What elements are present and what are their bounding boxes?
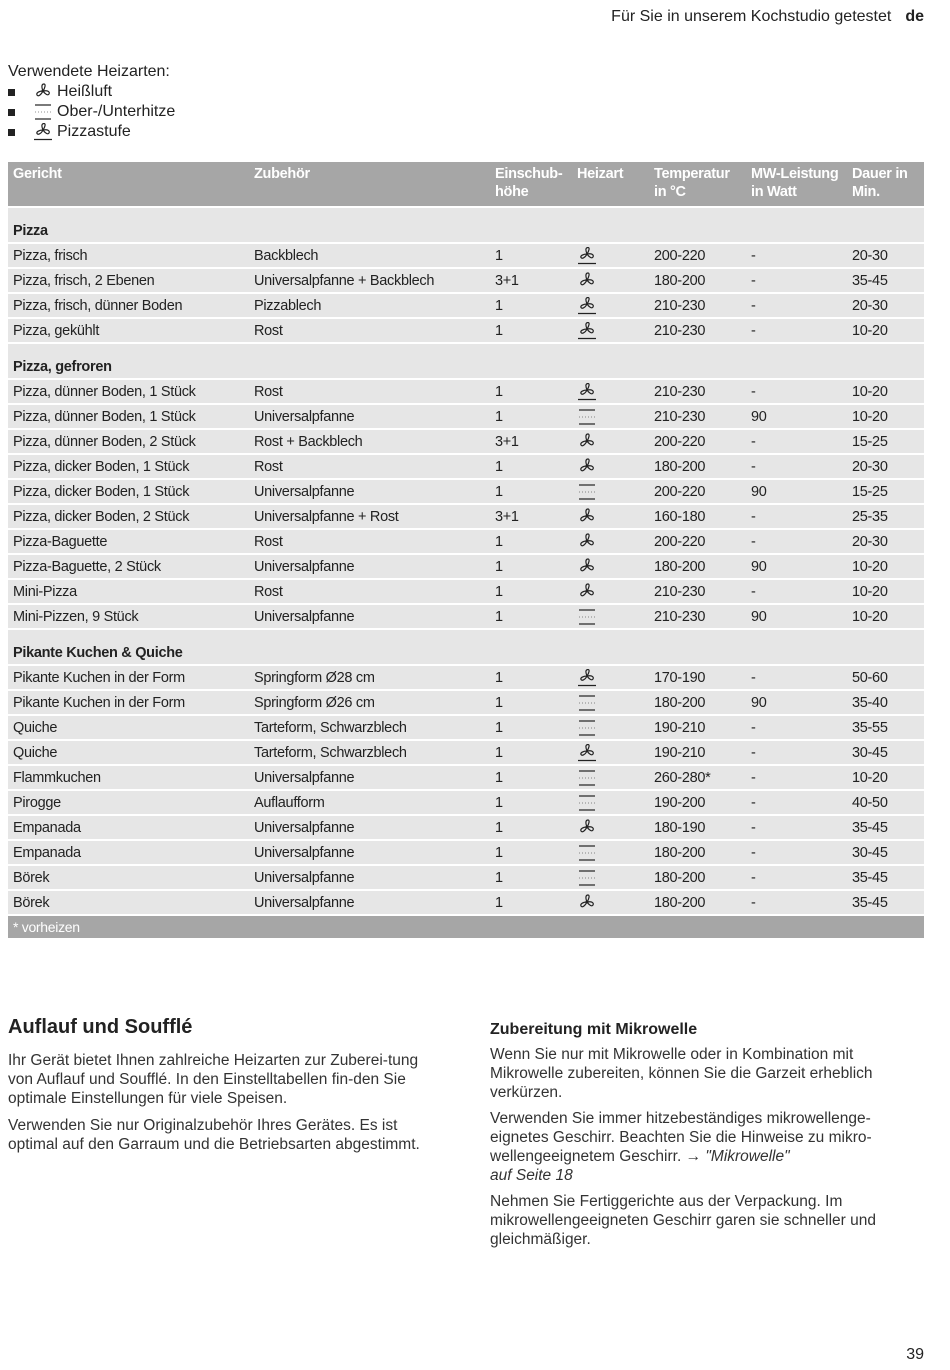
pizza-setting-icon <box>577 297 644 315</box>
mw-power-cell: 90 <box>746 554 847 579</box>
bullet-icon <box>8 109 15 116</box>
level-cell: 1 <box>490 579 572 604</box>
temperature-cell: 180-200 <box>649 865 746 890</box>
duration-cell: 10-20 <box>847 379 924 404</box>
level-cell: 1 <box>490 479 572 504</box>
top-bottom-heat-icon <box>33 103 57 121</box>
level-cell: 1 <box>490 293 572 318</box>
dish-cell: Pikante Kuchen in der Form <box>8 690 249 715</box>
heat-cell <box>572 790 649 815</box>
fan-icon <box>577 272 644 290</box>
dish-cell: Empanada <box>8 815 249 840</box>
mw-power-cell: - <box>746 890 847 915</box>
running-head <box>611 8 924 26</box>
table-row <box>8 404 924 429</box>
arrow-right-icon: → <box>685 1148 702 1165</box>
dish-cell: Mini-Pizzen, 9 Stück <box>8 604 249 629</box>
top-bottom-heat-icon <box>577 769 644 787</box>
table-row <box>8 268 924 293</box>
dish-cell: Pizza, dünner Boden, 2 Stück <box>8 429 249 454</box>
temperature-cell: 210-230 <box>649 293 746 318</box>
bullet-icon <box>8 129 15 136</box>
column-header <box>847 162 924 207</box>
dish-cell: Börek <box>8 890 249 915</box>
duration-cell: 10-20 <box>847 404 924 429</box>
dish-cell: Pizza, dicker Boden, 1 Stück <box>8 479 249 504</box>
fan-icon <box>577 583 644 601</box>
temperature-cell: 260-280* <box>649 765 746 790</box>
fan-icon <box>577 433 644 451</box>
level-cell: 1 <box>490 790 572 815</box>
settings-table <box>8 162 924 938</box>
mw-power-cell: 90 <box>746 479 847 504</box>
temperature-cell: 210-230 <box>649 404 746 429</box>
table-row <box>8 454 924 479</box>
dish-cell: Pizza, frisch, 2 Ebenen <box>8 268 249 293</box>
mikrowelle-paragraph-2 <box>490 1109 926 1185</box>
fan-icon <box>577 508 644 526</box>
accessory-cell: Rost <box>249 529 490 554</box>
temperature-cell: 180-200 <box>649 890 746 915</box>
table-row <box>8 479 924 504</box>
duration-cell: 10-20 <box>847 318 924 343</box>
temperature-cell: 200-220 <box>649 529 746 554</box>
accessory-cell: Rost <box>249 379 490 404</box>
table-row <box>8 765 924 790</box>
mw-power-cell: - <box>746 504 847 529</box>
mw-power-cell: - <box>746 429 847 454</box>
duration-cell: 10-20 <box>847 765 924 790</box>
dish-cell: Pizza, dünner Boden, 1 Stück <box>8 404 249 429</box>
pizza-setting-icon <box>577 669 644 687</box>
table-header-row <box>8 162 924 207</box>
heat-cell <box>572 429 649 454</box>
pizza-setting-icon <box>577 322 644 340</box>
mw-power-cell: - <box>746 815 847 840</box>
pizza-setting-icon <box>33 123 57 141</box>
heat-cell <box>572 554 649 579</box>
column-header <box>8 162 249 207</box>
duration-cell: 15-25 <box>847 479 924 504</box>
column-header-line: Gericht <box>13 166 62 182</box>
heat-cell <box>572 504 649 529</box>
duration-cell: 10-20 <box>847 554 924 579</box>
temperature-cell: 200-220 <box>649 429 746 454</box>
heating-mode-label: Ober-/Unterhitze <box>57 103 176 120</box>
mw-power-cell: - <box>746 379 847 404</box>
level-cell: 3+1 <box>490 268 572 293</box>
mw-power-cell: - <box>746 790 847 815</box>
accessory-cell: Springform Ø26 cm <box>249 690 490 715</box>
language-tag: de <box>905 8 924 25</box>
dish-cell: Pizza, dicker Boden, 1 Stück <box>8 454 249 479</box>
dish-cell: Börek <box>8 865 249 890</box>
heat-cell <box>572 840 649 865</box>
mw-power-cell: 90 <box>746 690 847 715</box>
duration-cell: 50-60 <box>847 665 924 690</box>
level-cell: 1 <box>490 379 572 404</box>
column-header <box>649 162 746 207</box>
level-cell: 1 <box>490 740 572 765</box>
table-group-row <box>8 629 924 665</box>
accessory-cell: Universalpfanne <box>249 554 490 579</box>
duration-cell: 20-30 <box>847 454 924 479</box>
dish-cell: Pizza, dünner Boden, 1 Stück <box>8 379 249 404</box>
level-cell: 1 <box>490 865 572 890</box>
pizza-setting-icon <box>577 247 644 265</box>
mw-power-cell: - <box>746 840 847 865</box>
duration-cell: 35-45 <box>847 890 924 915</box>
level-cell: 1 <box>490 890 572 915</box>
heating-modes-list <box>8 82 175 142</box>
table-row <box>8 429 924 454</box>
heat-cell <box>572 740 649 765</box>
pizza-setting-icon <box>577 744 644 762</box>
column-header-line: in Watt <box>751 184 797 200</box>
accessory-cell: Universalpfanne <box>249 479 490 504</box>
column-header <box>572 162 649 207</box>
dish-cell: Pirogge <box>8 790 249 815</box>
heat-cell <box>572 690 649 715</box>
column-header-line: MW-Leistung <box>751 166 839 182</box>
accessory-cell: Backblech <box>249 243 490 268</box>
fan-icon <box>577 533 644 551</box>
level-cell: 3+1 <box>490 429 572 454</box>
mw-power-cell: - <box>746 865 847 890</box>
dish-cell: Pizza-Baguette <box>8 529 249 554</box>
heating-mode-item <box>8 82 175 102</box>
dish-cell: Empanada <box>8 840 249 865</box>
duration-cell: 20-30 <box>847 529 924 554</box>
temperature-cell: 160-180 <box>649 504 746 529</box>
accessory-cell: Universalpfanne <box>249 604 490 629</box>
temperature-cell: 200-220 <box>649 243 746 268</box>
accessory-cell: Universalpfanne <box>249 840 490 865</box>
level-cell: 1 <box>490 243 572 268</box>
column-header <box>746 162 847 207</box>
dish-cell: Pizza, dicker Boden, 2 Stück <box>8 504 249 529</box>
heating-mode-label: Heißluft <box>57 83 113 100</box>
duration-cell: 15-25 <box>847 429 924 454</box>
mw-power-cell: 90 <box>746 604 847 629</box>
column-header-line: höhe <box>495 184 529 200</box>
table-row <box>8 554 924 579</box>
group-title: Pizza <box>8 207 924 243</box>
auflauf-paragraph-1: Ihr Gerät bietet Ihnen zahlreiche Heizarten zur Zuberei-tung von Auflauf und Soufflé. In den Einstelltabellen fin-den Sie optimale Einstellungen für viele Speisen. <box>8 1052 419 1107</box>
temperature-cell: 190-200 <box>649 790 746 815</box>
heat-cell <box>572 454 649 479</box>
table-row <box>8 790 924 815</box>
mikrowelle-paragraph-2-text: Verwenden Sie immer hitzebeständiges mikrowellenge-eignetes Geschirr. Beachten Sie die Hinweise zu mikro-wellengeeignetem Geschirr. <box>490 1110 872 1165</box>
cross-reference-title: "Mikrowelle" <box>705 1148 790 1165</box>
accessory-cell: Universalpfanne <box>249 865 490 890</box>
heat-cell <box>572 715 649 740</box>
duration-cell: 20-30 <box>847 293 924 318</box>
auflauf-section <box>8 1018 440 1162</box>
temperature-cell: 210-230 <box>649 604 746 629</box>
top-bottom-heat-icon <box>577 719 644 737</box>
page-number: 39 <box>906 1346 924 1363</box>
table-row <box>8 690 924 715</box>
level-cell: 1 <box>490 665 572 690</box>
table-row <box>8 665 924 690</box>
dish-cell: Pizza-Baguette, 2 Stück <box>8 554 249 579</box>
duration-cell: 30-45 <box>847 840 924 865</box>
temperature-cell: 180-200 <box>649 840 746 865</box>
heat-cell <box>572 479 649 504</box>
table-row <box>8 243 924 268</box>
heat-cell <box>572 604 649 629</box>
level-cell: 1 <box>490 454 572 479</box>
table-footnote: * vorheizen <box>8 915 924 938</box>
accessory-cell: Universalpfanne <box>249 815 490 840</box>
pizza-setting-icon <box>577 383 644 401</box>
column-header-line: in °C <box>654 184 686 200</box>
level-cell: 1 <box>490 715 572 740</box>
mw-power-cell: - <box>746 579 847 604</box>
heat-cell <box>572 865 649 890</box>
temperature-cell: 180-200 <box>649 554 746 579</box>
duration-cell: 20-30 <box>847 243 924 268</box>
mw-power-cell: - <box>746 268 847 293</box>
fan-icon <box>577 894 644 912</box>
top-bottom-heat-icon <box>577 844 644 862</box>
running-head-title: Für Sie in unserem Kochstudio getestet <box>611 8 892 25</box>
table-group-row <box>8 207 924 243</box>
heat-cell <box>572 765 649 790</box>
heat-cell <box>572 293 649 318</box>
duration-cell: 10-20 <box>847 579 924 604</box>
heat-cell <box>572 529 649 554</box>
fan-icon <box>577 558 644 576</box>
heating-modes-legend <box>8 62 175 142</box>
heating-mode-item <box>8 122 175 142</box>
column-header-line: Dauer in <box>852 166 908 182</box>
duration-cell: 35-45 <box>847 268 924 293</box>
level-cell: 1 <box>490 529 572 554</box>
dish-cell: Quiche <box>8 715 249 740</box>
mw-power-cell: - <box>746 740 847 765</box>
mikrowelle-paragraph-1: Wenn Sie nur mit Mikrowelle oder in Kombination mit Mikrowelle zubereiten, können Sie die Garzeit erheblich verkürzen. <box>490 1046 873 1101</box>
table-row <box>8 318 924 343</box>
column-header <box>249 162 490 207</box>
level-cell: 1 <box>490 765 572 790</box>
duration-cell: 10-20 <box>847 604 924 629</box>
duration-cell: 35-45 <box>847 865 924 890</box>
mikrowelle-title: Zubereitung mit Mikrowelle <box>490 1021 698 1038</box>
top-bottom-heat-icon <box>577 408 644 426</box>
top-bottom-heat-icon <box>577 869 644 887</box>
accessory-cell: Rost <box>249 318 490 343</box>
level-cell: 1 <box>490 815 572 840</box>
auflauf-paragraph-2: Verwenden Sie nur Originalzubehör Ihres Gerätes. Es ist optimal auf den Garraum und die Betriebsarten abgestimmt. <box>8 1117 420 1153</box>
fan-icon <box>577 819 644 837</box>
column-header-line: Zubehör <box>254 166 310 182</box>
duration-cell: 30-45 <box>847 740 924 765</box>
dish-cell: Pikante Kuchen in der Form <box>8 665 249 690</box>
column-header-line: Heizart <box>577 166 624 182</box>
mw-power-cell: - <box>746 318 847 343</box>
temperature-cell: 200-220 <box>649 479 746 504</box>
temperature-cell: 180-200 <box>649 268 746 293</box>
group-title: Pizza, gefroren <box>8 343 924 379</box>
accessory-cell: Universalpfanne + Rost <box>249 504 490 529</box>
dish-cell: Pizza, frisch, dünner Boden <box>8 293 249 318</box>
accessory-cell: Tarteform, Schwarzblech <box>249 715 490 740</box>
heat-cell <box>572 268 649 293</box>
fan-icon <box>33 83 57 101</box>
temperature-cell: 170-190 <box>649 665 746 690</box>
group-title: Pikante Kuchen & Quiche <box>8 629 924 665</box>
mw-power-cell: - <box>746 765 847 790</box>
mw-power-cell: 90 <box>746 404 847 429</box>
auflauf-title: Auflauf und Soufflé <box>8 1016 193 1038</box>
top-bottom-heat-icon <box>577 608 644 626</box>
heat-cell <box>572 890 649 915</box>
temperature-cell: 180-200 <box>649 690 746 715</box>
table-row <box>8 379 924 404</box>
duration-cell: 35-45 <box>847 815 924 840</box>
table-row <box>8 815 924 840</box>
accessory-cell: Universalpfanne <box>249 404 490 429</box>
heating-mode-item <box>8 102 175 122</box>
accessory-cell: Rost + Backblech <box>249 429 490 454</box>
duration-cell: 35-40 <box>847 690 924 715</box>
accessory-cell: Auflaufform <box>249 790 490 815</box>
heating-modes-label: Verwendete Heizarten: <box>8 63 170 80</box>
level-cell: 1 <box>490 554 572 579</box>
table-footnote-row <box>8 915 924 938</box>
temperature-cell: 190-210 <box>649 740 746 765</box>
cross-reference-page: auf Seite 18 <box>490 1167 573 1184</box>
top-bottom-heat-icon <box>577 483 644 501</box>
dish-cell: Pizza, gekühlt <box>8 318 249 343</box>
column-header-line: Einschub- <box>495 166 563 182</box>
table-row <box>8 715 924 740</box>
mw-power-cell: - <box>746 665 847 690</box>
mikrowelle-section <box>490 1020 926 1256</box>
column-header <box>490 162 572 207</box>
heat-cell <box>572 579 649 604</box>
mw-power-cell: - <box>746 243 847 268</box>
fan-icon <box>577 458 644 476</box>
table-row <box>8 529 924 554</box>
table-row <box>8 740 924 765</box>
level-cell: 1 <box>490 404 572 429</box>
level-cell: 3+1 <box>490 504 572 529</box>
mw-power-cell: - <box>746 293 847 318</box>
duration-cell: 40-50 <box>847 790 924 815</box>
level-cell: 1 <box>490 840 572 865</box>
table-row <box>8 504 924 529</box>
mikrowelle-paragraph-3: Nehmen Sie Fertiggerichte aus der Verpackung. Im mikrowellengeeigneten Geschirr garen sie schneller und gleichmäßiger. <box>490 1193 876 1248</box>
heat-cell <box>572 665 649 690</box>
temperature-cell: 180-190 <box>649 815 746 840</box>
mw-power-cell: - <box>746 454 847 479</box>
duration-cell: 35-55 <box>847 715 924 740</box>
accessory-cell: Rost <box>249 454 490 479</box>
table-row <box>8 579 924 604</box>
accessory-cell: Tarteform, Schwarzblech <box>249 740 490 765</box>
settings-table-wrap <box>8 162 924 938</box>
temperature-cell: 210-230 <box>649 318 746 343</box>
accessory-cell: Universalpfanne <box>249 765 490 790</box>
top-bottom-heat-icon <box>577 694 644 712</box>
table-row <box>8 840 924 865</box>
heat-cell <box>572 318 649 343</box>
accessory-cell: Springform Ø28 cm <box>249 665 490 690</box>
heat-cell <box>572 815 649 840</box>
top-bottom-heat-icon <box>577 794 644 812</box>
heating-mode-label: Pizzastufe <box>57 123 131 140</box>
level-cell: 1 <box>490 604 572 629</box>
column-header-line: Temperatur <box>654 166 730 182</box>
heat-cell <box>572 404 649 429</box>
table-row <box>8 865 924 890</box>
accessory-cell: Pizzablech <box>249 293 490 318</box>
table-row <box>8 293 924 318</box>
level-cell: 1 <box>490 690 572 715</box>
temperature-cell: 210-230 <box>649 579 746 604</box>
mw-power-cell: - <box>746 715 847 740</box>
duration-cell: 25-35 <box>847 504 924 529</box>
table-group-row <box>8 343 924 379</box>
level-cell: 1 <box>490 318 572 343</box>
table-row <box>8 604 924 629</box>
accessory-cell: Universalpfanne <box>249 890 490 915</box>
temperature-cell: 210-230 <box>649 379 746 404</box>
dish-cell: Mini-Pizza <box>8 579 249 604</box>
temperature-cell: 180-200 <box>649 454 746 479</box>
dish-cell: Flammkuchen <box>8 765 249 790</box>
dish-cell: Quiche <box>8 740 249 765</box>
dish-cell: Pizza, frisch <box>8 243 249 268</box>
mw-power-cell: - <box>746 529 847 554</box>
heat-cell <box>572 243 649 268</box>
table-row <box>8 890 924 915</box>
column-header-line: Min. <box>852 184 880 200</box>
temperature-cell: 190-210 <box>649 715 746 740</box>
table-body <box>8 207 924 938</box>
heat-cell <box>572 379 649 404</box>
accessory-cell: Rost <box>249 579 490 604</box>
accessory-cell: Universalpfanne + Backblech <box>249 268 490 293</box>
bullet-icon <box>8 89 15 96</box>
